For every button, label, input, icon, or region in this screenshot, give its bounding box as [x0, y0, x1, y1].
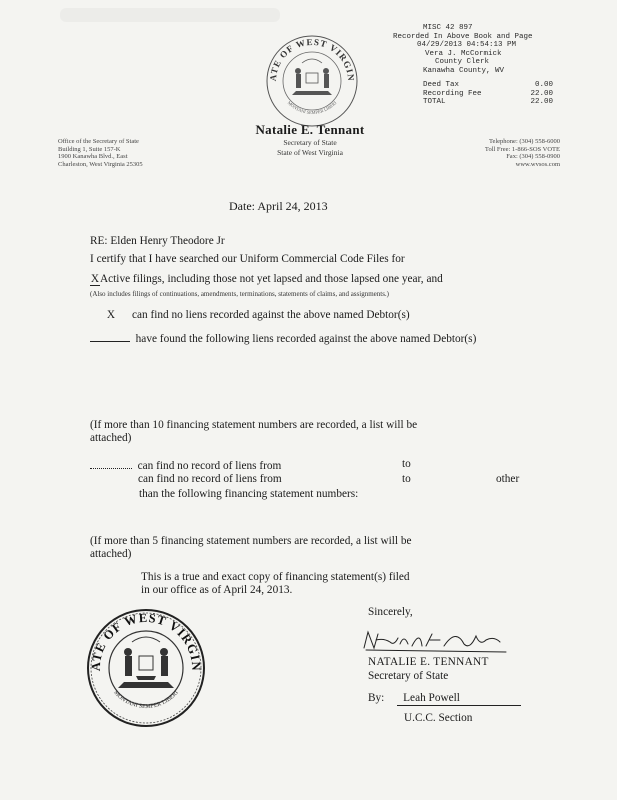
- recording-stamp: [393, 24, 593, 107]
- found-liens-blank: [90, 331, 130, 342]
- state-seal-top: [262, 33, 362, 129]
- contact-line: Fax: (304) 558-0900: [506, 153, 560, 161]
- no-record-text-1: can find no record of liens from: [137, 460, 282, 472]
- fee-row: [393, 81, 553, 90]
- no-record-text-2: can find no record of liens from: [138, 473, 282, 485]
- note-10-list: (If more than 10 financing statement numbers are recorded, a list will be attached): [90, 419, 418, 444]
- svg-text:STATE OF WEST VIRGINIA: ATE OF WEST VIRGIN: [88, 610, 204, 672]
- found-liens-text: have found the following liens recorded against the above named Debtor(s): [135, 333, 477, 345]
- fee-row: [393, 90, 553, 99]
- no-liens-text: can find no liens recorded against the above named Debtor(s): [132, 309, 410, 321]
- to-label-2: to: [402, 473, 411, 485]
- no-record-blank-1: [90, 458, 132, 469]
- following-numbers-line: than the following financing statement numbers:: [139, 488, 359, 500]
- fee-label: TOTAL: [423, 98, 446, 106]
- letterhead-name: Natalie E. Tennant: [255, 122, 365, 137]
- fee-value: 22.00: [530, 89, 553, 98]
- letterhead-state: State of West Virginia: [277, 148, 343, 157]
- stamp-line: County Clerk: [435, 58, 490, 66]
- no-liens-mark: X: [106, 309, 116, 321]
- re-line: RE: Elden Henry Theodore Jr: [90, 235, 225, 247]
- certify-line: I certify that I have searched our Uniform Commercial Code Files for: [90, 253, 405, 265]
- handwritten-signature: [360, 626, 510, 656]
- svg-text:MONTANI SEMPER LIBERI: MONTANI SEMPER LIBERI: [112, 689, 180, 711]
- true-copy-line-2: in our office as of April 24, 2013.: [141, 584, 293, 596]
- stamp-line: MISC 42 897: [423, 24, 473, 32]
- signer-name: NATALIE E. TENNANT: [368, 656, 489, 668]
- active-check-mark: X: [90, 273, 100, 285]
- by-name: Leah Powell: [397, 692, 521, 706]
- office-contact: [430, 138, 560, 168]
- also-includes-note: (Also includes filings of continuations, amendments, terminations, statements of claims, and assignments.): [90, 290, 390, 298]
- svg-text:MONTANI SEMPER LIBERI: MONTANI SEMPER LIBERI: [286, 100, 338, 115]
- true-copy-line-1: This is a true and exact copy of financing statement(s) filed: [141, 571, 410, 583]
- address-line: Charleston, West Virginia 25305: [58, 160, 143, 168]
- letter-date: Date: April 24, 2013: [229, 199, 328, 213]
- signer-title: Secretary of State: [368, 670, 449, 682]
- office-address: [58, 138, 188, 168]
- contact-line: www.wvsos.com: [515, 160, 560, 168]
- fee-row: [393, 98, 553, 107]
- ucc-section: U.C.C. Section: [404, 712, 473, 724]
- by-line: [368, 692, 521, 706]
- other-label: other: [496, 473, 520, 485]
- stamp-line: Recorded In Above Book and Page: [393, 32, 533, 41]
- letterhead-title: Secretary of State: [283, 138, 337, 147]
- no-record-line-1: [90, 458, 530, 473]
- by-label: By:: [368, 692, 385, 704]
- scan-smudge: [60, 8, 280, 22]
- letterhead-center: [200, 122, 420, 158]
- address-line: Building 1, Suite 157-K: [58, 145, 121, 153]
- address-line: Office of the Secretary of State: [58, 138, 139, 145]
- fee-value: 22.00: [530, 98, 553, 106]
- fee-label: Recording Fee: [423, 89, 482, 98]
- note-5-list: (If more than 5 financing statement numbers are recorded, a list will be attached): [90, 535, 412, 560]
- stamp-line: Kanawha County, WV: [423, 66, 505, 75]
- active-filings-text: Active filings, including those not yet lapsed and those lapsed one year, and: [100, 273, 443, 285]
- address-line: 1900 Kanawha Blvd., East: [58, 153, 128, 161]
- no-liens-line: [90, 309, 410, 322]
- no-record-line-2: [90, 473, 530, 486]
- closing-sincerely: Sincerely,: [368, 606, 413, 618]
- contact-line: Telephone: (304) 558-6000: [488, 138, 560, 145]
- stamp-line: 04/29/2013 04:54:13 PM: [417, 41, 517, 49]
- state-seal-bottom: [84, 606, 208, 730]
- to-label-1: to: [402, 458, 411, 470]
- found-liens-line: [90, 331, 476, 346]
- contact-line: Toll Free: 1-866-SOS VOTE: [484, 145, 560, 153]
- active-filings-line: [90, 273, 443, 286]
- stamp-line: Vera J. McCormick: [425, 49, 502, 58]
- fee-value: 0.00: [534, 81, 553, 89]
- svg-text:STATE OF WEST VIRGINIA: ATE OF WEST VIRGIN: [267, 36, 357, 82]
- fee-label: Deed Tax: [423, 81, 460, 89]
